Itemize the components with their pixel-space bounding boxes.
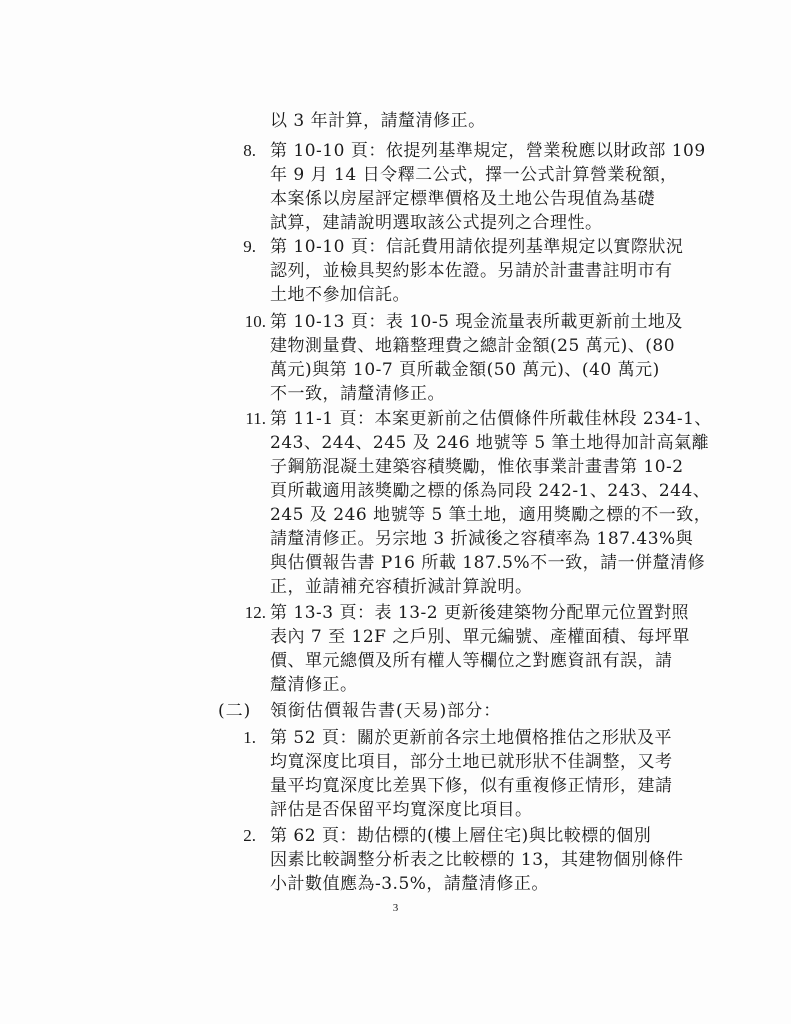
item-8-line-1: 第 10-10 頁：依提列基準規定，營業稅應以財政部 109 [270,141,706,161]
item-prev-line-1: 以 3 年計算，請釐清修正。 [270,111,486,131]
item-11-line-5: 245 及 246 地號等 5 筆土地，適用獎勵之標的不一致， [270,505,712,525]
item-8-line-3: 本案係以房屋評定標準價格及土地公告現值為基礎 [270,189,655,209]
item-12-line-1: 第 13-3 頁：表 13-2 更新後建築物分配單元位置對照 [270,603,689,623]
subitem-2-line-3: 小計數值應為-3.5%，請釐清修正。 [270,874,549,894]
subitem-1-line-2: 均寬深度比項目，部分土地已就形狀不佳調整，又考 [270,752,673,772]
subitem-2-line-1: 第 62 頁：勘估標的(樓上層住宅)與比較標的個別 [270,826,652,846]
item-9-line-3: 土地不參加信託。 [270,285,410,305]
item-8-line-4: 試算，建請說明選取該公式提列之合理性。 [270,213,603,233]
item-9-line-1: 第 10-10 頁：信託費用請依提列基準規定以實際狀況 [270,237,684,257]
subitem-2-number: 2. [243,826,256,845]
section-label: (二) [218,701,252,721]
subitem-1-number: 1. [243,728,256,747]
subitem-1-line-3: 量平均寬深度比差異下修，似有重複修正情形，建請 [270,776,673,796]
item-11-line-6: 請釐清修正。另宗地 3 折減後之容積率為 187.43%與 [270,529,694,549]
item-12-line-2: 表內 7 至 12F 之戶別、單元編號、產權面積、每坪單 [270,627,690,647]
item-11-line-8: 正，並請補充容積折減計算說明。 [270,577,533,597]
item-12-line-4: 釐清修正。 [270,675,358,695]
item-10-number: 10. [244,312,266,331]
item-11-line-4: 頁所載適用該獎勵之標的係為同段 242-1、243、244、 [270,481,711,501]
item-9-line-2: 認列，並檢具契約影本佐證。另請於計畫書註明市有 [270,261,673,281]
item-9-number: 9. [243,237,256,256]
subitem-2-line-2: 因素比較調整分析表之比較標的 13，其建物個別條件 [270,850,684,870]
section-title: 領銜估價報告書(天易)部分： [270,701,502,721]
item-12-line-3: 價、單元總價及所有權人等欄位之對應資訊有誤，請 [270,651,673,671]
subitem-1-line-4: 評估是否保留平均寬深度比項目。 [270,800,533,820]
item-11-number: 11. [245,409,266,428]
item-12-number: 12. [244,603,266,622]
item-10-line-3: 萬元)與第 10-7 頁所載金額(50 萬元)、(40 萬元) [270,360,660,380]
item-11-line-2: 243、244、245 及 246 地號等 5 筆土地得加計高氣離 [270,433,710,453]
item-11-line-1: 第 11-1 頁：本案更新前之估價條件所載佳林段 234-1、 [270,409,712,429]
item-10-line-1: 第 10-13 頁：表 10-5 現金流量表所載更新前土地及 [270,312,683,332]
item-10-line-2: 建物測量費、地籍整理費之總計金額(25 萬元)、(80 [270,336,676,356]
page-number: 3 [392,902,399,914]
subitem-1-line-1: 第 52 頁：關於更新前各宗土地價格推估之形狀及平 [270,728,672,748]
item-10-line-4: 不一致，請釐清修正。 [270,384,445,404]
item-8-number: 8. [243,141,256,160]
item-8-line-2: 年 9 月 14 日令釋二公式，擇一公式計算營業稅額， [270,165,678,185]
item-11-line-3: 子鋼筋混凝土建築容積獎勵，惟依事業計畫書第 10-2 [270,457,684,477]
item-11-line-7: 與估價報告書 P16 所載 187.5%不一致，請一併釐清修 [270,553,706,573]
